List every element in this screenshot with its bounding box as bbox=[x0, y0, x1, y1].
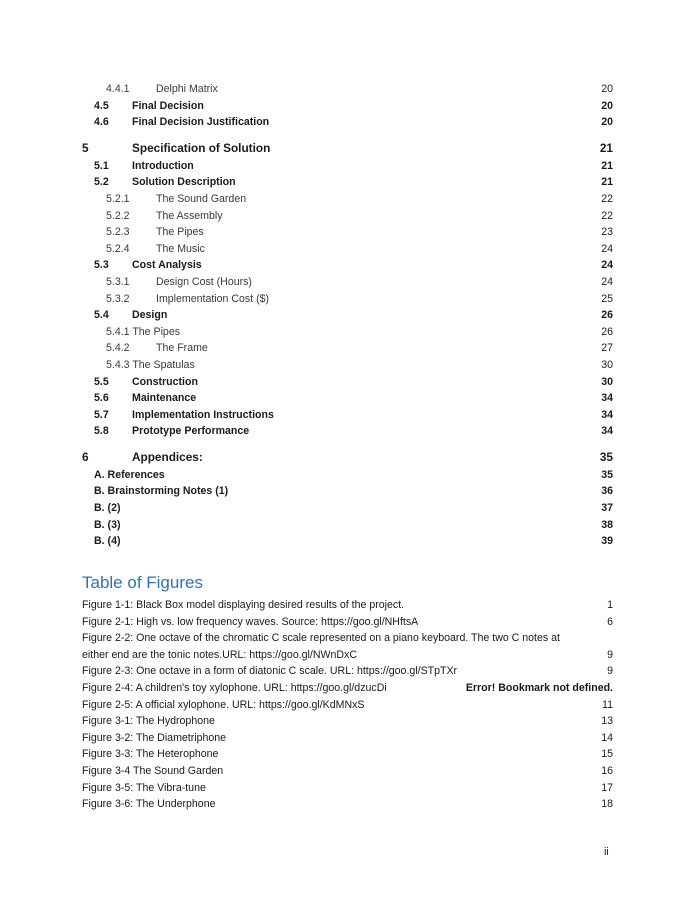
toc-entry-title: Construction bbox=[132, 375, 198, 388]
toc-entry[interactable] bbox=[82, 357, 613, 374]
toc-entry-number: 5.4 bbox=[94, 309, 109, 322]
toc-entry[interactable] bbox=[82, 340, 613, 357]
figure-entry[interactable] bbox=[82, 746, 613, 763]
figure-entry-page: 1 bbox=[607, 599, 613, 611]
toc-entry-number: 6 bbox=[82, 449, 89, 464]
figure-entry-page: 17 bbox=[601, 781, 613, 794]
toc-entry-number: 5.7 bbox=[94, 408, 109, 421]
figure-entry-title: either end are the tonic notes.URL: https://goo.gl/NWnDxC bbox=[82, 648, 357, 661]
toc-entry-number: 5.6 bbox=[94, 392, 109, 405]
figure-entry-title: Figure 2-5: A official xylophone. URL: https://goo.gl/KdMNxS bbox=[82, 698, 365, 711]
toc-entry[interactable] bbox=[82, 407, 613, 424]
figure-entry-page: 9 bbox=[607, 665, 613, 678]
toc-entry[interactable] bbox=[82, 158, 613, 175]
toc-entry-title: Maintenance bbox=[132, 392, 197, 405]
figure-entry-page: 14 bbox=[601, 731, 613, 744]
table-of-figures-heading: Table of Figures bbox=[82, 573, 203, 592]
toc-entry[interactable] bbox=[82, 291, 613, 308]
toc-entry-page: 26 bbox=[601, 309, 613, 322]
table-of-contents bbox=[82, 81, 613, 550]
figure-entry-page: 6 bbox=[607, 615, 613, 628]
toc-entry-title: The Frame bbox=[156, 342, 208, 355]
toc-entry-page: 38 bbox=[601, 518, 613, 531]
toc-entry-page: 22 bbox=[601, 209, 613, 222]
toc-entry-title: Final Decision bbox=[132, 99, 204, 112]
toc-entry-number: 5.8 bbox=[94, 425, 109, 438]
toc-entry-page: 22 bbox=[601, 192, 613, 205]
toc-entry-number: 5.2.4 bbox=[106, 242, 130, 255]
figure-entry-title: Figure 3-1: The Hydrophone bbox=[82, 715, 215, 728]
figure-entry-title: Figure 1-1: Black Box model displaying desired results of the project. bbox=[82, 599, 405, 611]
toc-entry-title: A. References bbox=[94, 468, 165, 481]
figure-entry[interactable] bbox=[82, 647, 613, 664]
toc-entry[interactable] bbox=[82, 390, 613, 407]
figure-entry-title: Figure 2-3: One octave in a form of diatonic C scale. URL: https://goo.gl/STpTXr bbox=[82, 665, 458, 678]
toc-entry[interactable] bbox=[82, 241, 613, 258]
toc-entry-number: 5.3 bbox=[94, 259, 109, 272]
toc-entry[interactable] bbox=[82, 139, 613, 158]
toc-entry-title: Implementation Instructions bbox=[132, 408, 274, 421]
toc-entry-number: 5 bbox=[82, 140, 89, 155]
toc-entry-title: Prototype Performance bbox=[132, 425, 250, 438]
toc-entry-title: B. (2) bbox=[94, 502, 121, 515]
figure-entry-page: 11 bbox=[602, 698, 613, 711]
toc-entry-page: 39 bbox=[601, 535, 613, 548]
toc-entry-page: 26 bbox=[601, 325, 613, 338]
toc-entry[interactable] bbox=[82, 174, 613, 191]
toc-entry-title: B. (4) bbox=[94, 535, 121, 548]
figure-entry-title: Figure 3-2: The Diametriphone bbox=[82, 731, 227, 744]
toc-entry[interactable] bbox=[82, 500, 613, 517]
toc-entry-title: 5.4.1 The Pipes bbox=[106, 325, 181, 338]
table-of-figures bbox=[82, 597, 613, 813]
toc-entry-page: 20 bbox=[601, 116, 613, 129]
toc-entry-number: 5.3.1 bbox=[106, 275, 130, 288]
toc-entry-title: Implementation Cost ($) bbox=[156, 292, 270, 305]
figure-entry[interactable] bbox=[82, 730, 613, 747]
toc-entry[interactable] bbox=[82, 467, 613, 484]
figure-entry[interactable] bbox=[82, 713, 613, 730]
toc-entry[interactable] bbox=[82, 274, 613, 291]
toc-entry-page: 20 bbox=[601, 83, 613, 95]
figure-entry-title: Figure 2-1: High vs. low frequency waves. Source: https://goo.gl/NHftsA bbox=[82, 615, 419, 628]
toc-entry-page: 24 bbox=[601, 242, 613, 255]
toc-entry-page: 21 bbox=[599, 140, 613, 155]
toc-entry-page: 35 bbox=[601, 468, 613, 481]
toc-entry[interactable] bbox=[82, 324, 613, 341]
toc-entry-page: 35 bbox=[599, 449, 613, 464]
figure-entry[interactable] bbox=[82, 614, 613, 631]
toc-entry-title: Cost Analysis bbox=[132, 259, 202, 272]
figure-entry-title: Figure 3-3: The Heterophone bbox=[82, 748, 219, 761]
toc-entry-page: 34 bbox=[601, 392, 613, 405]
toc-entry[interactable] bbox=[82, 483, 613, 500]
toc-entry-page: 36 bbox=[601, 485, 613, 498]
toc-entry-page: 23 bbox=[601, 226, 613, 239]
figure-entry[interactable] bbox=[82, 796, 613, 813]
toc-entry-title: The Pipes bbox=[156, 226, 204, 239]
figure-entry-page: 18 bbox=[601, 798, 613, 811]
toc-entry[interactable] bbox=[82, 517, 613, 534]
toc-entry-number: 4.6 bbox=[94, 116, 109, 129]
toc-entry[interactable] bbox=[82, 81, 613, 98]
toc-entry[interactable] bbox=[82, 533, 613, 550]
figure-entry-page: 13 bbox=[601, 715, 613, 728]
toc-entry-title: Solution Description bbox=[132, 176, 236, 189]
toc-entry[interactable] bbox=[82, 257, 613, 274]
figure-entry-line: Figure 2-2: One octave of the chromatic C scale represented on a piano keyboard. The two C notes at bbox=[82, 632, 560, 645]
figure-entry-page: 9 bbox=[607, 648, 613, 661]
toc-entry-number: 5.2.2 bbox=[106, 209, 130, 222]
toc-entry-number: 5.3.2 bbox=[106, 292, 130, 305]
toc-entry-number: 4.5 bbox=[94, 99, 109, 112]
figure-entry-title: Figure 3-6: The Underphone bbox=[82, 798, 216, 811]
toc-entry-title: B. (3) bbox=[94, 518, 121, 531]
toc-entry[interactable] bbox=[82, 307, 613, 324]
toc-entry-page: 27 bbox=[601, 342, 613, 355]
toc-entry-title: Delphi Matrix bbox=[156, 83, 218, 95]
toc-entry-title: Appendices: bbox=[132, 449, 203, 464]
figure-entry-page: 16 bbox=[601, 764, 613, 777]
toc-entry-title: 5.4.3 The Spatulas bbox=[106, 358, 195, 371]
toc-entry-number: 5.4.2 bbox=[106, 342, 130, 355]
toc-entry-title: B. Brainstorming Notes (1) bbox=[94, 485, 229, 498]
toc-entry[interactable] bbox=[82, 224, 613, 241]
toc-entry[interactable] bbox=[82, 191, 613, 208]
toc-entry-title: Specification of Solution bbox=[132, 140, 271, 155]
toc-entry-page: 37 bbox=[601, 502, 613, 515]
toc-entry-number: 5.2.1 bbox=[106, 192, 130, 205]
toc-entry-number: 5.2 bbox=[94, 176, 109, 189]
toc-entry-title: Design Cost (Hours) bbox=[156, 275, 252, 288]
figure-entry[interactable] bbox=[82, 663, 613, 680]
toc-entry[interactable] bbox=[82, 208, 613, 225]
figure-entry[interactable] bbox=[82, 780, 613, 797]
toc-entry-title: Introduction bbox=[132, 159, 194, 172]
toc-entry-page: 34 bbox=[601, 425, 613, 438]
toc-entry-page: 30 bbox=[601, 358, 613, 371]
toc-entry-title: The Music bbox=[156, 242, 205, 255]
toc-entry-number: 4.4.1 bbox=[106, 83, 130, 95]
toc-entry-title: Final Decision Justification bbox=[132, 116, 270, 129]
toc-entry[interactable] bbox=[82, 448, 613, 467]
figure-entry-title: Figure 3-5: The Vibra-tune bbox=[82, 781, 206, 794]
toc-entry-page: 25 bbox=[601, 292, 613, 305]
toc-entry[interactable] bbox=[82, 423, 613, 440]
toc-entry-page: 21 bbox=[601, 159, 613, 172]
figure-entry[interactable] bbox=[82, 697, 613, 714]
bookmark-error: Error! Bookmark not defined. bbox=[465, 681, 613, 694]
toc-entry-number: 5.5 bbox=[94, 375, 109, 388]
toc-entry-title: The Assembly bbox=[156, 209, 223, 222]
page-number: ii bbox=[604, 846, 609, 858]
toc-entry-page: 34 bbox=[601, 408, 613, 421]
toc-entry-page: 24 bbox=[601, 275, 613, 288]
toc-entry[interactable] bbox=[82, 98, 613, 115]
figure-entry[interactable] bbox=[82, 680, 613, 697]
toc-entry-number: 5.1 bbox=[94, 159, 109, 172]
toc-entry-page: 24 bbox=[601, 259, 613, 272]
figure-entry-title: Figure 3-4 The Sound Garden bbox=[82, 764, 224, 777]
toc-entry-title: Design bbox=[132, 309, 168, 322]
toc-entry-page: 30 bbox=[601, 375, 613, 388]
toc-entry-title: The Sound Garden bbox=[156, 192, 247, 205]
figure-entry-page: 15 bbox=[601, 748, 613, 761]
toc-entry[interactable] bbox=[82, 374, 613, 391]
figure-entry[interactable] bbox=[82, 763, 613, 780]
figure-entry[interactable] bbox=[82, 597, 613, 614]
toc-entry-number: 5.2.3 bbox=[106, 226, 130, 239]
figure-entry-title: Figure 2-4: A children's toy xylophone. URL: https://goo.gl/dzucDi bbox=[82, 681, 387, 694]
toc-entry-page: 21 bbox=[601, 176, 613, 189]
toc-entry-page: 20 bbox=[601, 99, 613, 112]
toc-entry[interactable] bbox=[82, 114, 613, 131]
